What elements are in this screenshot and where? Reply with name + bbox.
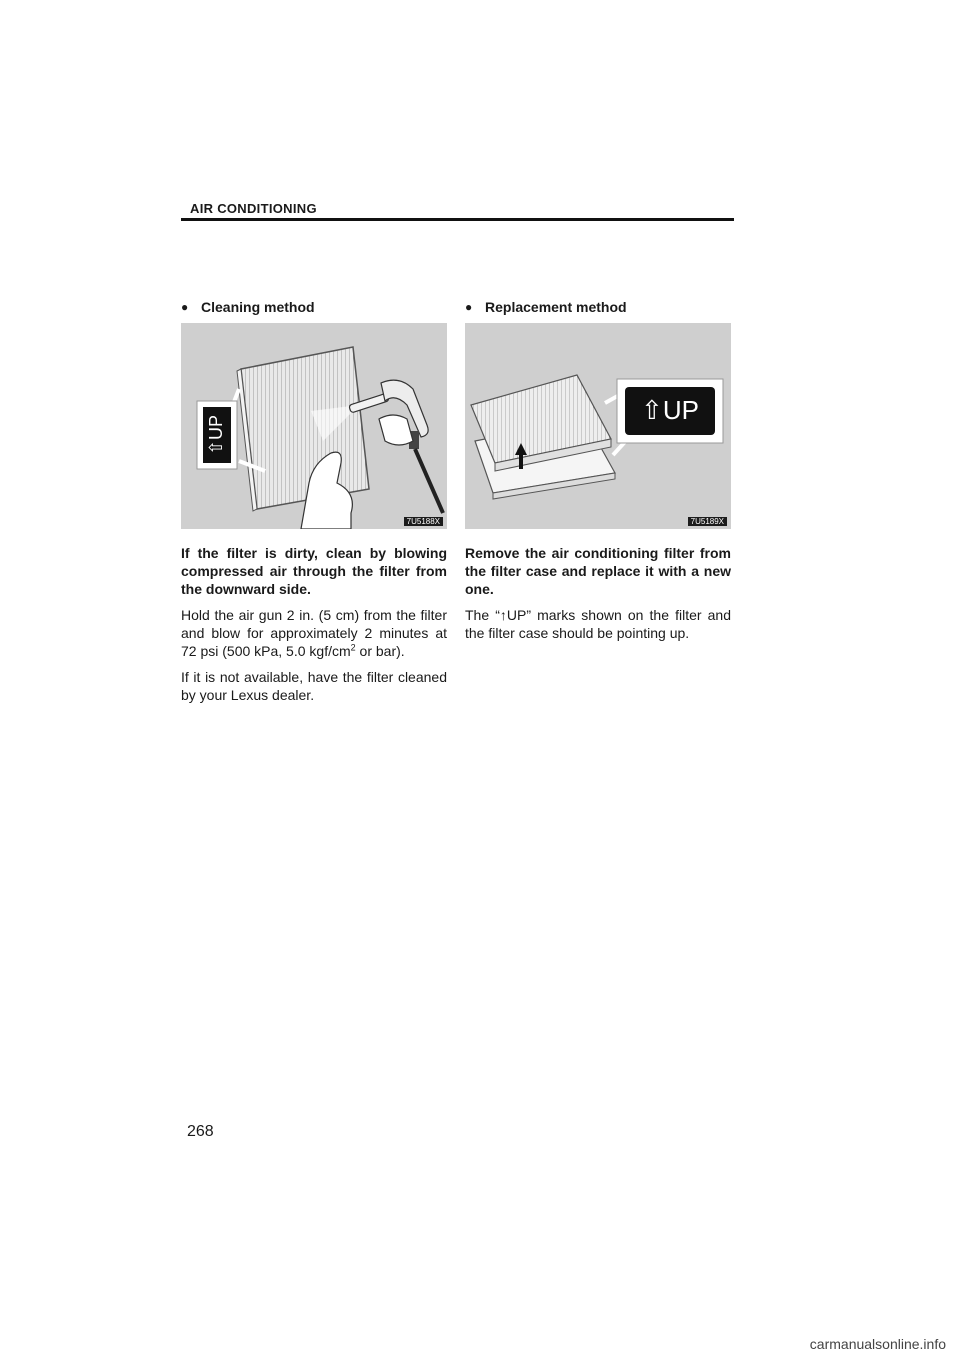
up-mark-label: ⇧UP <box>641 394 699 425</box>
up-mark-label: ⇧UP <box>205 414 226 456</box>
replacement-method-heading <box>465 298 733 316</box>
cleaning-illustration <box>181 323 447 529</box>
cleaning-method-column <box>181 298 449 704</box>
cleaning-instruction: If the filter is dirty, clean by blowing compressed air through the filter from the downward side. <box>181 545 447 597</box>
dealer-note: If it is not available, have the filter cleaned by your Lexus dealer. <box>181 669 447 703</box>
figure-code: 7U5188X <box>404 517 443 526</box>
superscript: 2 <box>350 642 356 653</box>
replacement-instruction: Remove the air conditioning filter from the filter case and replace it with a new one. <box>465 545 731 597</box>
cleaning-details <box>181 606 447 660</box>
page-number: 268 <box>187 1123 214 1140</box>
cleaning-details-end: or bar). <box>355 643 405 659</box>
section-header-title: AIR CONDITIONING <box>190 201 317 216</box>
up-mark-note: The “↑UP” marks shown on the filter and the filter case should be pointing up. <box>465 607 731 641</box>
replacement-method-title: Replacement method <box>485 299 627 315</box>
cleaning-details-text: Hold the air gun 2 in. (5 cm) from the filter and blow for approximately 2 minutes at 72 psi (500 kPa, 5.0 kgf/cm <box>181 607 447 659</box>
figure-code: 7U5189X <box>688 517 727 526</box>
bullet-icon: ● <box>181 300 189 314</box>
watermark: carmanualsonline.info <box>809 1336 946 1352</box>
cleaning-method-heading <box>181 298 449 316</box>
cleaning-method-title: Cleaning method <box>201 299 315 315</box>
replacement-method-column <box>465 298 733 642</box>
filter-replacement-drawing <box>465 323 731 529</box>
bullet-icon: ● <box>465 300 473 314</box>
header-rule <box>181 218 734 221</box>
replacement-illustration <box>465 323 731 529</box>
air-gun-cleaning-drawing <box>181 323 447 529</box>
